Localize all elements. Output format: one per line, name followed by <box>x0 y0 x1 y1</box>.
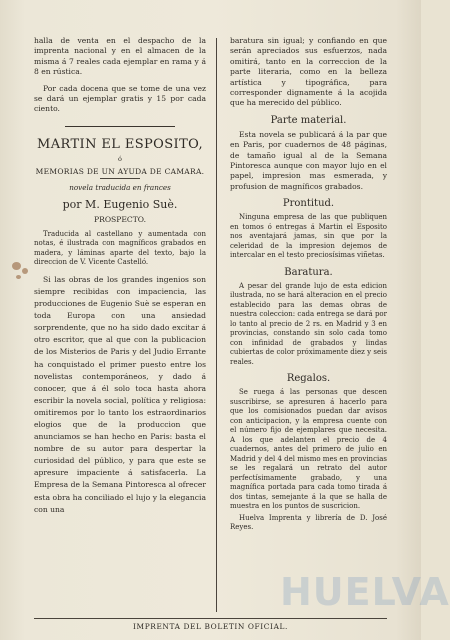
intro-text: halla de venta en el despacho de la imprenta nacional y en el almacen de la misma á 7 reales cada ejemplar en rama y á 8 en rústica. <box>34 36 206 77</box>
left-column <box>34 36 206 516</box>
title-conjunction: ó <box>118 154 122 163</box>
section-heading: Parte material. <box>270 114 347 126</box>
ink-stain <box>16 275 21 279</box>
section-heading: Prontitud. <box>282 198 335 210</box>
watermark-logo: HUELVA <box>280 570 450 614</box>
section-paragraph: Esta novela se publicará á la par que en Paris, por cuadernos de 48 páginas, de tamaño igual al de la Semana Pintoresca aunque con mayor lujo en el papel, impresion mas esmerada, y profusion de magníficos grabados. <box>230 129 387 191</box>
continuation-paragraph: baratura sin igual; y confiando en que serán apreciados sus esfuerzos, nada omitirá, tanto en la correccion de la parte literaria, como en la belleza artística y tipográfica, para corresponder dignamente á la acojida que ha merecido del público. <box>230 36 387 108</box>
prospectus-paragraph: Si las obras de los grandes ingenios son siempre recibidas con impaciencia, las producciones de Eugenio Suè se esperan en toda Europa con una ansiedad sorprendente, que no ha sido dado excitar á otro escritor, que al que con la publicacion de los Misterios de Paris y del Judio Errante ha conquistado el primer puesto entre los novelistas contemporáneos, y dado á conocer, que á él solo toca hasta ahora escribir la novela social, política y religiosa: omitiremos por lo tanto los estraordinarios elogios que de la produccion que anunciamos se han hecho en Paris: basta el nombre de su autor para despertar la curiosidad del público, y para que este se apresure impaciente á satisfacerla. La Empresa de la Semana Pintoresca al ofrecer esta obra ha conciliado el lujo y la elegancia con una <box>34 274 206 514</box>
translation-note: novela traducida en frances <box>69 182 171 192</box>
author-line: por M. Eugenio Suè. <box>62 197 178 211</box>
section-paragraph: A pesar del grande lujo de esta edicion ilustrada, no se hará alteracion en el precio establecido para las demas obras de nuestra coleccion: cada entrega se dará por lo tanto al precio de 2 rs. en Madrid y 3 en provincias, constando sin solo cada tomo con infinidad de grabados y lindas cubiertas de color próximamente diez y seis reales. <box>230 281 387 366</box>
section-heading: Regalos. <box>286 373 331 385</box>
offer-text: Por cada docena que se tome de una vez se dará un ejemplar gratis y 15 por cada ciento. <box>34 83 206 114</box>
separator <box>100 178 140 179</box>
ink-stain <box>22 268 28 274</box>
imprint-line: Huelva Imprenta y librería de D. José Reyes. <box>230 513 387 532</box>
section-paragraph: Ninguna empresa de las que publiquen en tomos ó entregas á Martin el Esposito nos aventajará jamas, sin que por la celeridad de la impresion dejemos de intercalar en el testo preciosísimas viñetas. <box>230 213 387 260</box>
footer-rule <box>34 618 387 619</box>
column-divider <box>216 38 217 612</box>
section-heading: Baratura. <box>284 266 333 278</box>
section-paragraph: Se ruega á las personas que descen suscribirse, se apresuren á hacerlo para que los comisionados puedan dar avisos con anticipacion, y la empresa cuente con el número fijo de ejemplares que necesita. A los que adelanten el precio de 4 cuadernos, antes del primero de julio en Madrid y del 4 del mismo mes en provincias se les regalará un retrato del autor perfectísimamente grabado, y una magnífica portada para cada tomo tirada á dos tintas, semejante á la que se halla de muestra en los puntos de suscricion. <box>230 388 387 511</box>
book-title: MARTIN EL ESPOSITO, <box>37 136 203 152</box>
separator <box>65 126 175 127</box>
right-column <box>230 36 387 533</box>
ink-stain <box>12 262 21 270</box>
book-subtitle: MEMORIAS DE UN AYUDA DE CAMARA. <box>35 166 205 176</box>
prospectus-paragraph: Traducida al castellano y aumentada con notas, é ilustrada con magníficos grabados en madera, y láminas aparte del texto, bajo la direccion de V. Vicente Castelló. <box>34 229 206 267</box>
printer-footer: IMPRENTA DEL BOLETIN OFICIAL. <box>133 622 288 631</box>
prospectus-heading: PROSPECTO. <box>94 214 146 224</box>
